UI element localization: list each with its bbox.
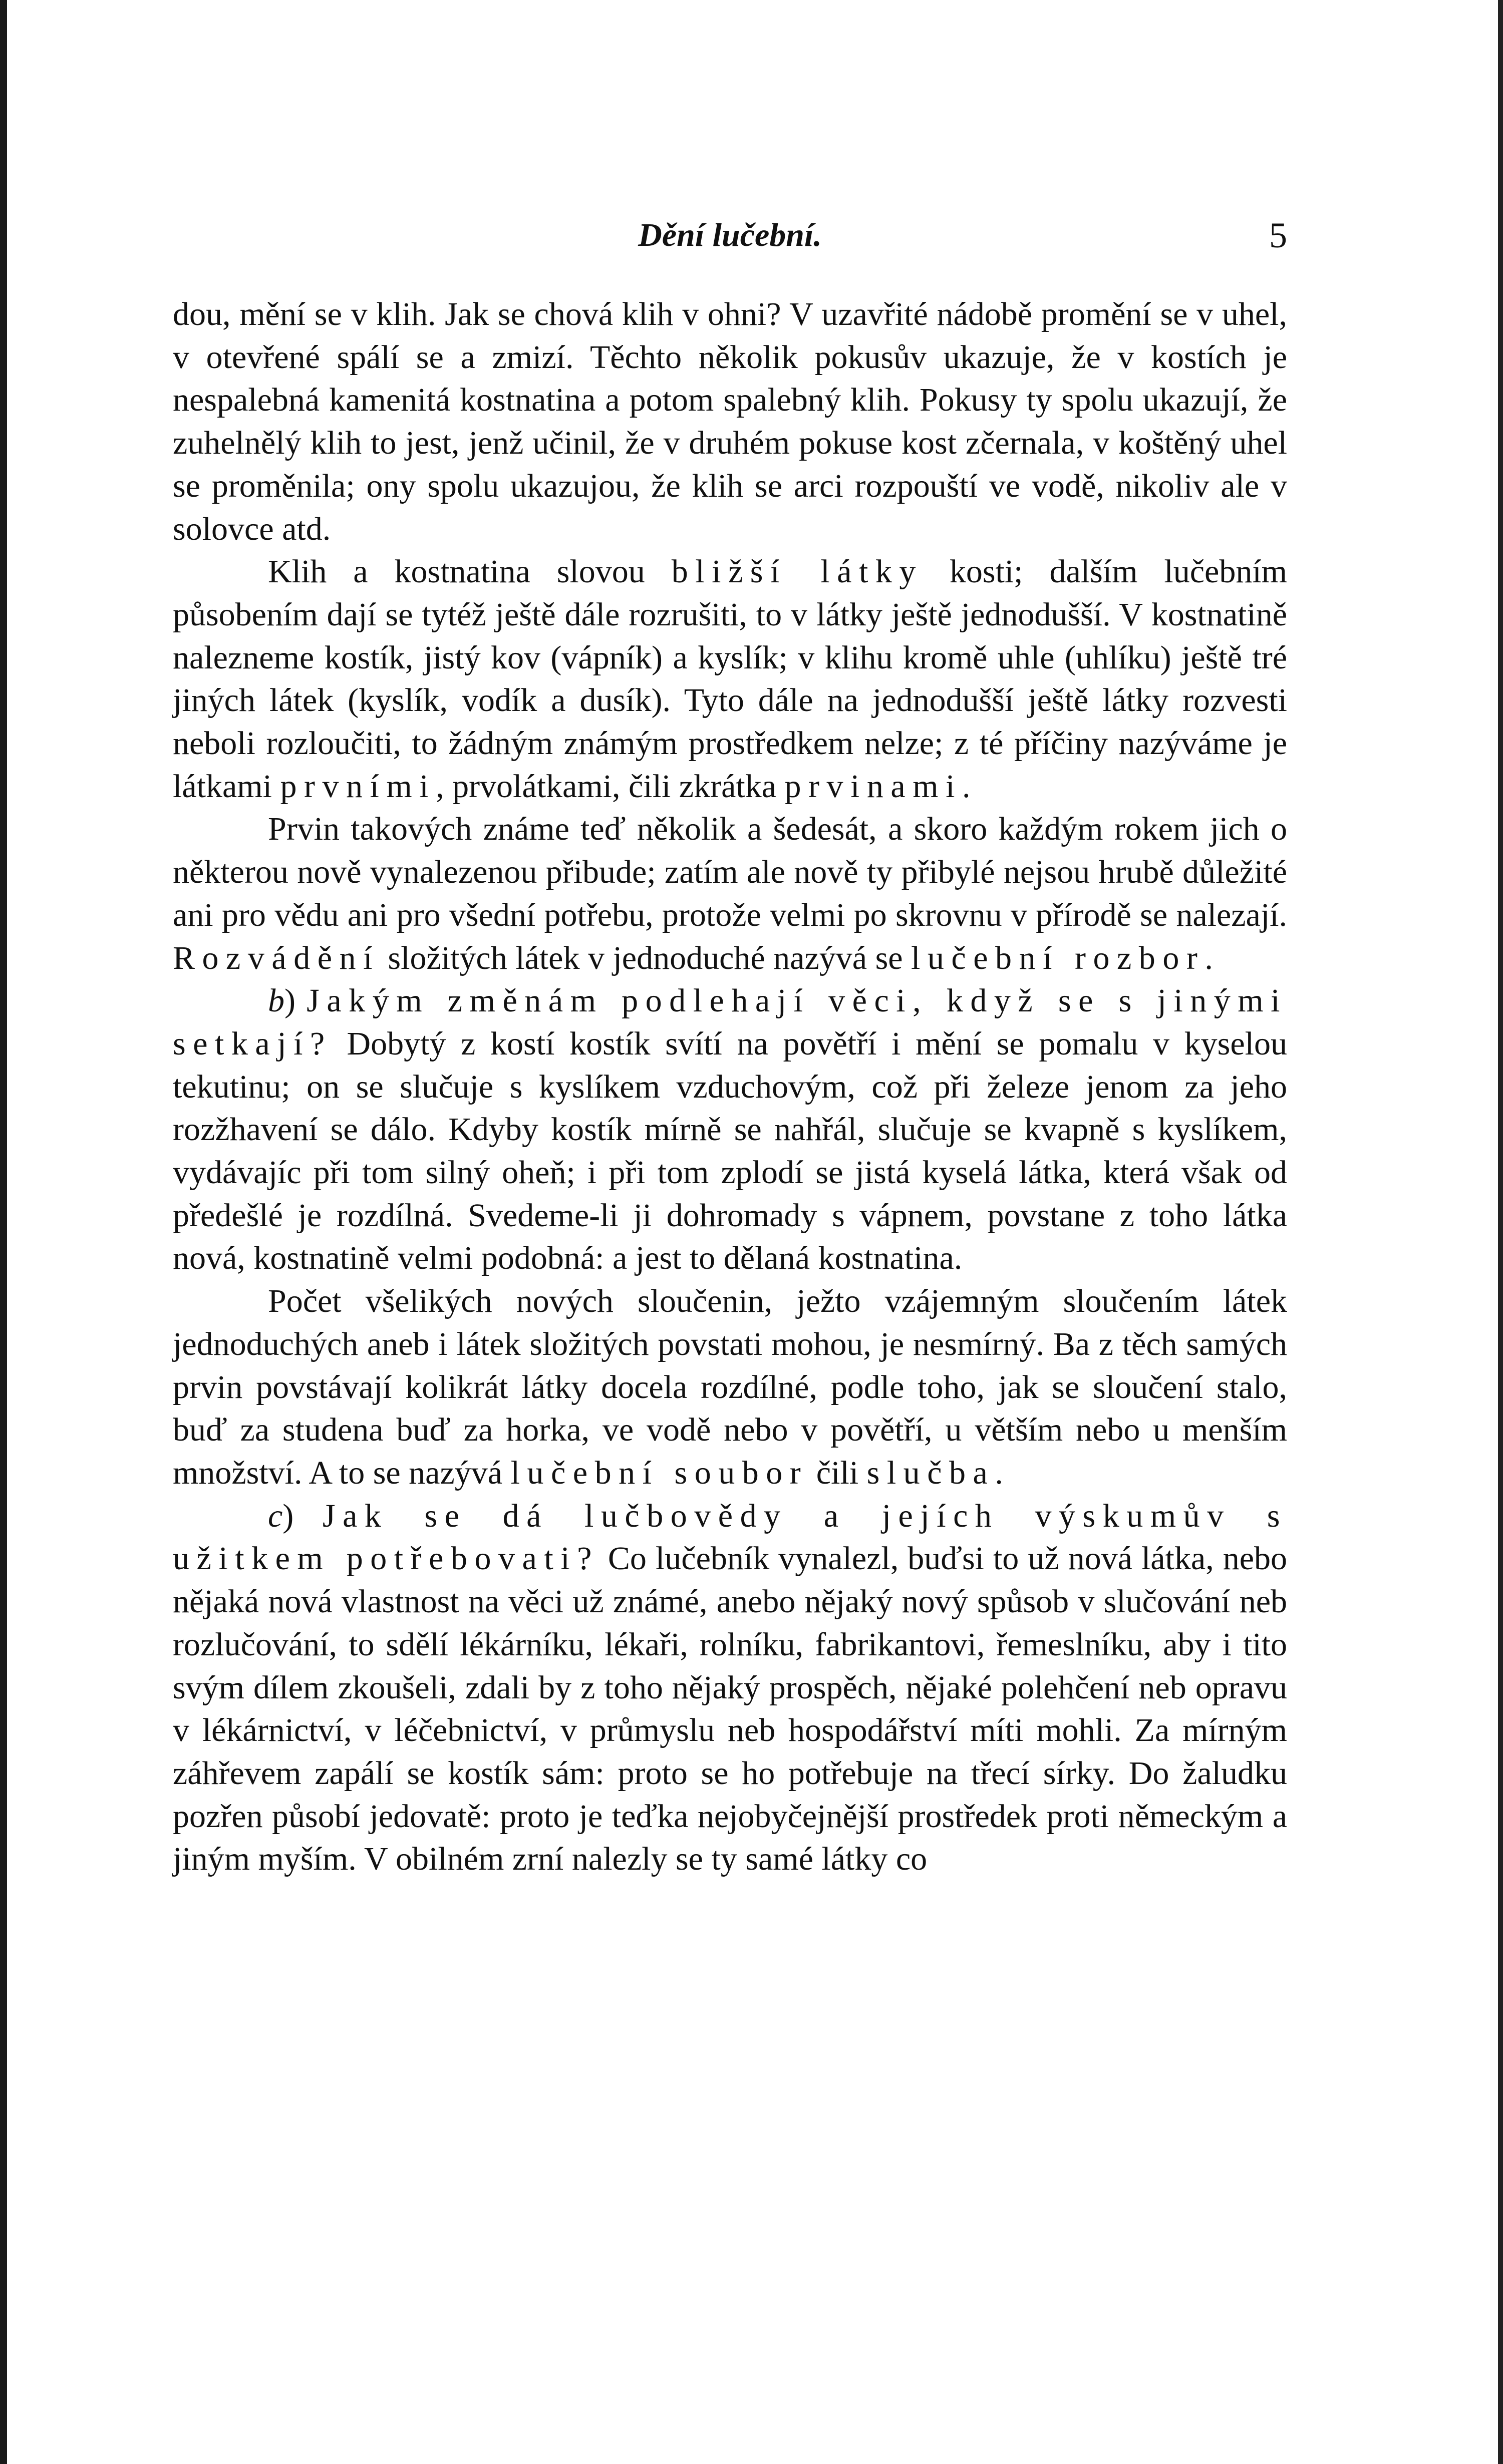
- text-run: kosti; dalším lučebním působením dají se tytéž ještě dále rozrušiti, to v látky ještě jednodušší. V kostnatině nalezneme kostík, jistý kov (vápník) a kyslík; v klihu kromě uhle (uhlíku) ještě tré jiných látek (kyslík, vodík a dusík). Tyto dále na jednodušší ještě látky rozvesti neboli rozloučiti, to žádným známým prostředkem nelze; z té příčiny nazýváme je látkami: [173, 553, 1287, 805]
- scan-edge-right: [1498, 0, 1503, 2464]
- text-run: , prvolátkami, čili zkrátka: [436, 768, 785, 805]
- spaced-emphasis: slučba: [866, 1454, 995, 1491]
- text-run: Dobytý z kostí kostík svítí na povětří i mění se pomalu v kyselou tekutinu; on se slučuje s kyslíkem vzduchovým, což při železe jenom za jeho rozžhavení se dálo. Kdyby kostík mírně se nahřál, slučuje se kvapně s kyslíkem, vydávajíc při tom silný oheň; i při tom zplodí se jistá kyselá látka, která však od předešlé je rozdílná. Svedeme-li ji dohromady s vápnem, povstane z toho látka nová, kostnatině velmi podobná: a jest to dělaná kostnatina.: [173, 1025, 1287, 1277]
- spaced-emphasis: lučební rozbor: [911, 939, 1205, 976]
- spaced-emphasis: prvními: [280, 768, 436, 805]
- book-page: [173, 208, 1287, 1881]
- page-header: [173, 208, 1287, 263]
- spaced-emphasis: bližší látky: [671, 553, 923, 590]
- spaced-emphasis: Jak se dá lučbovědy a jejích výskumův s užitkem potřebovati?: [173, 1497, 1287, 1577]
- italic-letter: c: [268, 1497, 283, 1534]
- paragraph: [173, 293, 1287, 550]
- paragraph: [173, 808, 1287, 979]
- text-run: Co lučebník vynalezl, buďsi to už nová látka, nebo nějaká nová vlastnost na věci už známé, anebo nějaký nový spůsob v slučování neb rozlučování, to sdělí lékárníku, lékaři, rolníku, fabrikantovi, řemeslníku, aby i tito svým dílem zkoušeli, zdali by z toho nějaký prospěch, nějaké polehčení neb opravu v lékárnictví, v léčebnictví, v průmyslu neb hospodářství míti mohli. Za mírným záhřevem zapálí se kostík sám: proto se ho potřebuje na třecí sírky. Do žaludku pozřen působí jedovatě: proto je teďka nejobyčejnější prostředek proti německým a jiným myším. V obilném zrní nalezly se ty samé látky co: [173, 1540, 1287, 1878]
- text-run: ): [282, 1497, 323, 1534]
- paragraph: [173, 550, 1287, 808]
- scan-edge-left: [0, 0, 7, 2464]
- paragraph: [173, 1280, 1287, 1495]
- text-run: .: [995, 1454, 1003, 1491]
- spaced-emphasis: Rozvádění: [173, 939, 380, 976]
- paragraph: [173, 979, 1287, 1280]
- running-head: Dění lučební.: [638, 217, 822, 253]
- text-run: čili: [808, 1454, 867, 1491]
- text-run: Klih a kostnatina slovou: [268, 553, 672, 590]
- text-run: složitých látek v jednoduché nazývá se: [379, 939, 912, 976]
- text-run: .: [962, 768, 971, 805]
- text-run: Prvin takových známe teď několik a šedesát, a skoro každým rokem jich o některou nově vynalezenou přibude; zatím ale nově ty přibylé nejsou hrubě důležité ani pro vědu ani pro všední potřebu, protože velmi po skrovnu v přírodě se nalezají.: [173, 811, 1287, 933]
- text-run: ): [284, 982, 307, 1019]
- text-run: .: [1205, 939, 1213, 976]
- italic-letter: b: [268, 982, 284, 1019]
- body-text: [173, 293, 1287, 1881]
- spaced-emphasis: prvinami: [784, 768, 962, 805]
- spaced-emphasis: Jakým změnám podlehají věci, když se s jinými setkají?: [173, 982, 1287, 1062]
- text-run: dou, mění se v klih. Jak se chová klih v ohni? V uzavřité nádobě promění se v uhel, v otevřené spálí se a zmizí. Těchto několik pokusův ukazuje, že v kostích je nespalebná kamenitá kostnatina a potom spalebný klih. Pokusy ty spolu ukazují, že zuhelnělý klih to jest, jenž učinil, že v druhém pokuse kost zčernala, v koštěný uhel se proměnila; ony spolu ukazujou, že klih se arci rozpouští ve vodě, nikoliv ale v solovce atd.: [173, 296, 1287, 547]
- paragraph: [173, 1495, 1287, 1881]
- page-number: 5: [1269, 215, 1287, 255]
- spaced-emphasis: lučební soubor: [510, 1454, 808, 1491]
- text-run: Počet všelikých nových sloučenin, ježto vzájemným sloučením látek jednoduchých aneb i látek složitých povstati mohou, je nesmírný. Ba z těch samých prvin povstávají kolikrát látky docela rozdílné, podle toho, jak se sloučení stalo, buď za studena buď za horka, ve vodě nebo v povětří, u větším nebo u menším množství. A to se nazývá: [173, 1283, 1287, 1491]
